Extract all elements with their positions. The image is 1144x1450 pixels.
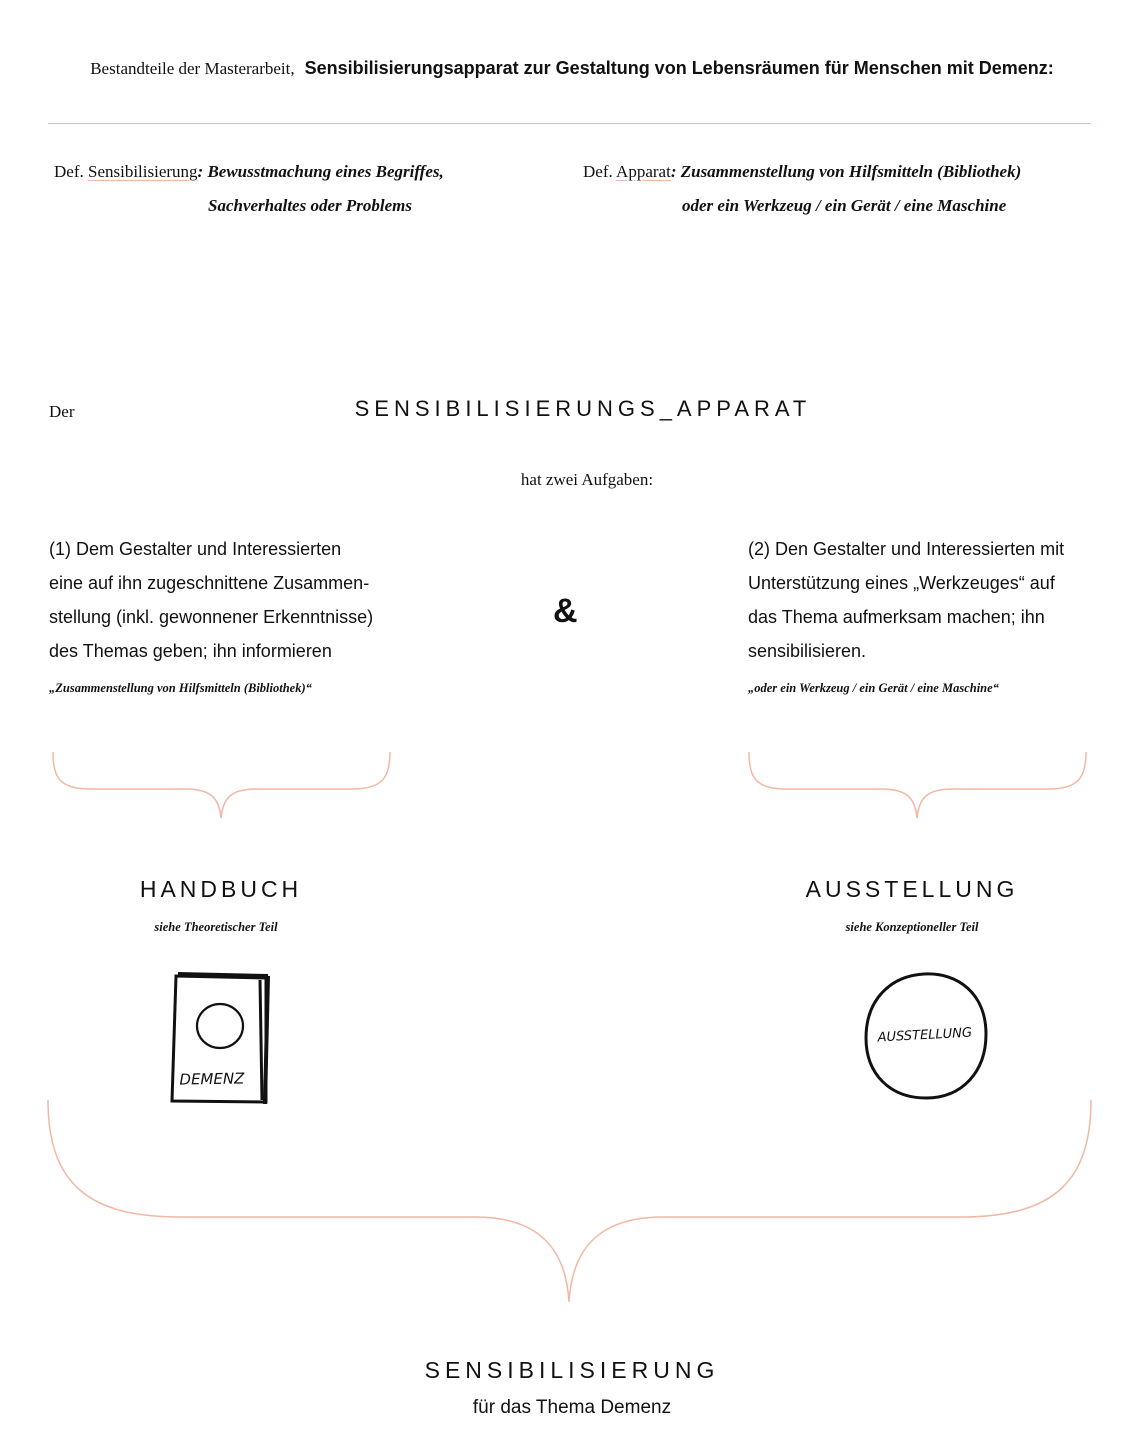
result-subtitle: für das Thema Demenz [472, 1397, 672, 1418]
header-prefix: Bestandteile der Masterarbeit, [90, 59, 295, 78]
definition-label: Def. [54, 162, 84, 181]
task-1-line: eine auf ihn zugeschnittene Zusammen- [49, 573, 370, 593]
book-icon-label: DEMENZ [179, 1069, 245, 1089]
part-ausstellung-title: AUSSTELLUNG [805, 876, 1019, 902]
definition-term: Sensibilisierung [87, 162, 198, 181]
brace-handbuch [53, 752, 390, 818]
task-2-line: sensibilisieren. [748, 641, 867, 661]
definition-label: Def. [583, 162, 613, 181]
part-handbuch-ref: siehe Theoretischer Teil [154, 920, 278, 934]
result-title: SENSIBILISIERUNG [424, 1357, 720, 1383]
definition-term: Apparat [616, 162, 671, 181]
brace-ausstellung [749, 752, 1086, 818]
task-2-line: (2) Den Gestalter und Interessierten mit [748, 539, 1065, 559]
apparatus-title: SENSIBILISIERUNGS_APPARAT [354, 396, 812, 421]
task-1-quote: „Zusammenstellung von Hilfsmitteln (Bibliothek)“ [49, 681, 312, 695]
part-handbuch-title: HANDBUCH [139, 876, 303, 902]
task-1-line: des Themas geben; ihn informieren [49, 641, 332, 661]
task-2-line: das Thema aufmerksam machen; ihn [748, 607, 1045, 627]
definition-text: : Bewusstmachung eines Begriffes, [197, 162, 444, 181]
header-title: Sensibilisierungsapparat zur Gestaltung von Lebensräumen für Menschen mit Demenz: [304, 58, 1054, 78]
exhibition-icon-label: AUSSTELLUNG [877, 1025, 973, 1046]
intro-der: Der [49, 402, 75, 421]
definition-text-continued: oder ein Werkzeug / ein Gerät / eine Maschine [682, 196, 1007, 215]
definition-text-continued: Sachverhaltes oder Problems [208, 196, 412, 215]
task-1-line: (1) Dem Gestalter und Interessierten [49, 539, 342, 559]
task-2-line: Unterstützung eines „Werkzeuges“ auf [748, 573, 1055, 593]
intro-subtitle: hat zwei Aufgaben: [520, 470, 654, 489]
brace-result [48, 1100, 1091, 1302]
exhibition-icon [858, 966, 994, 1106]
task-1-line: stellung (inkl. gewonnener Erkenntnisse) [49, 607, 374, 627]
definition-text: : Zusammenstellung von Hilfsmitteln (Bibliothek) [670, 162, 1022, 181]
book-icon [162, 968, 278, 1112]
ampersand-connector: & [553, 592, 578, 630]
task-2-quote: „oder ein Werkzeug / ein Gerät / eine Maschine“ [748, 681, 999, 695]
part-ausstellung-ref: siehe Konzeptioneller Teil [845, 920, 979, 934]
